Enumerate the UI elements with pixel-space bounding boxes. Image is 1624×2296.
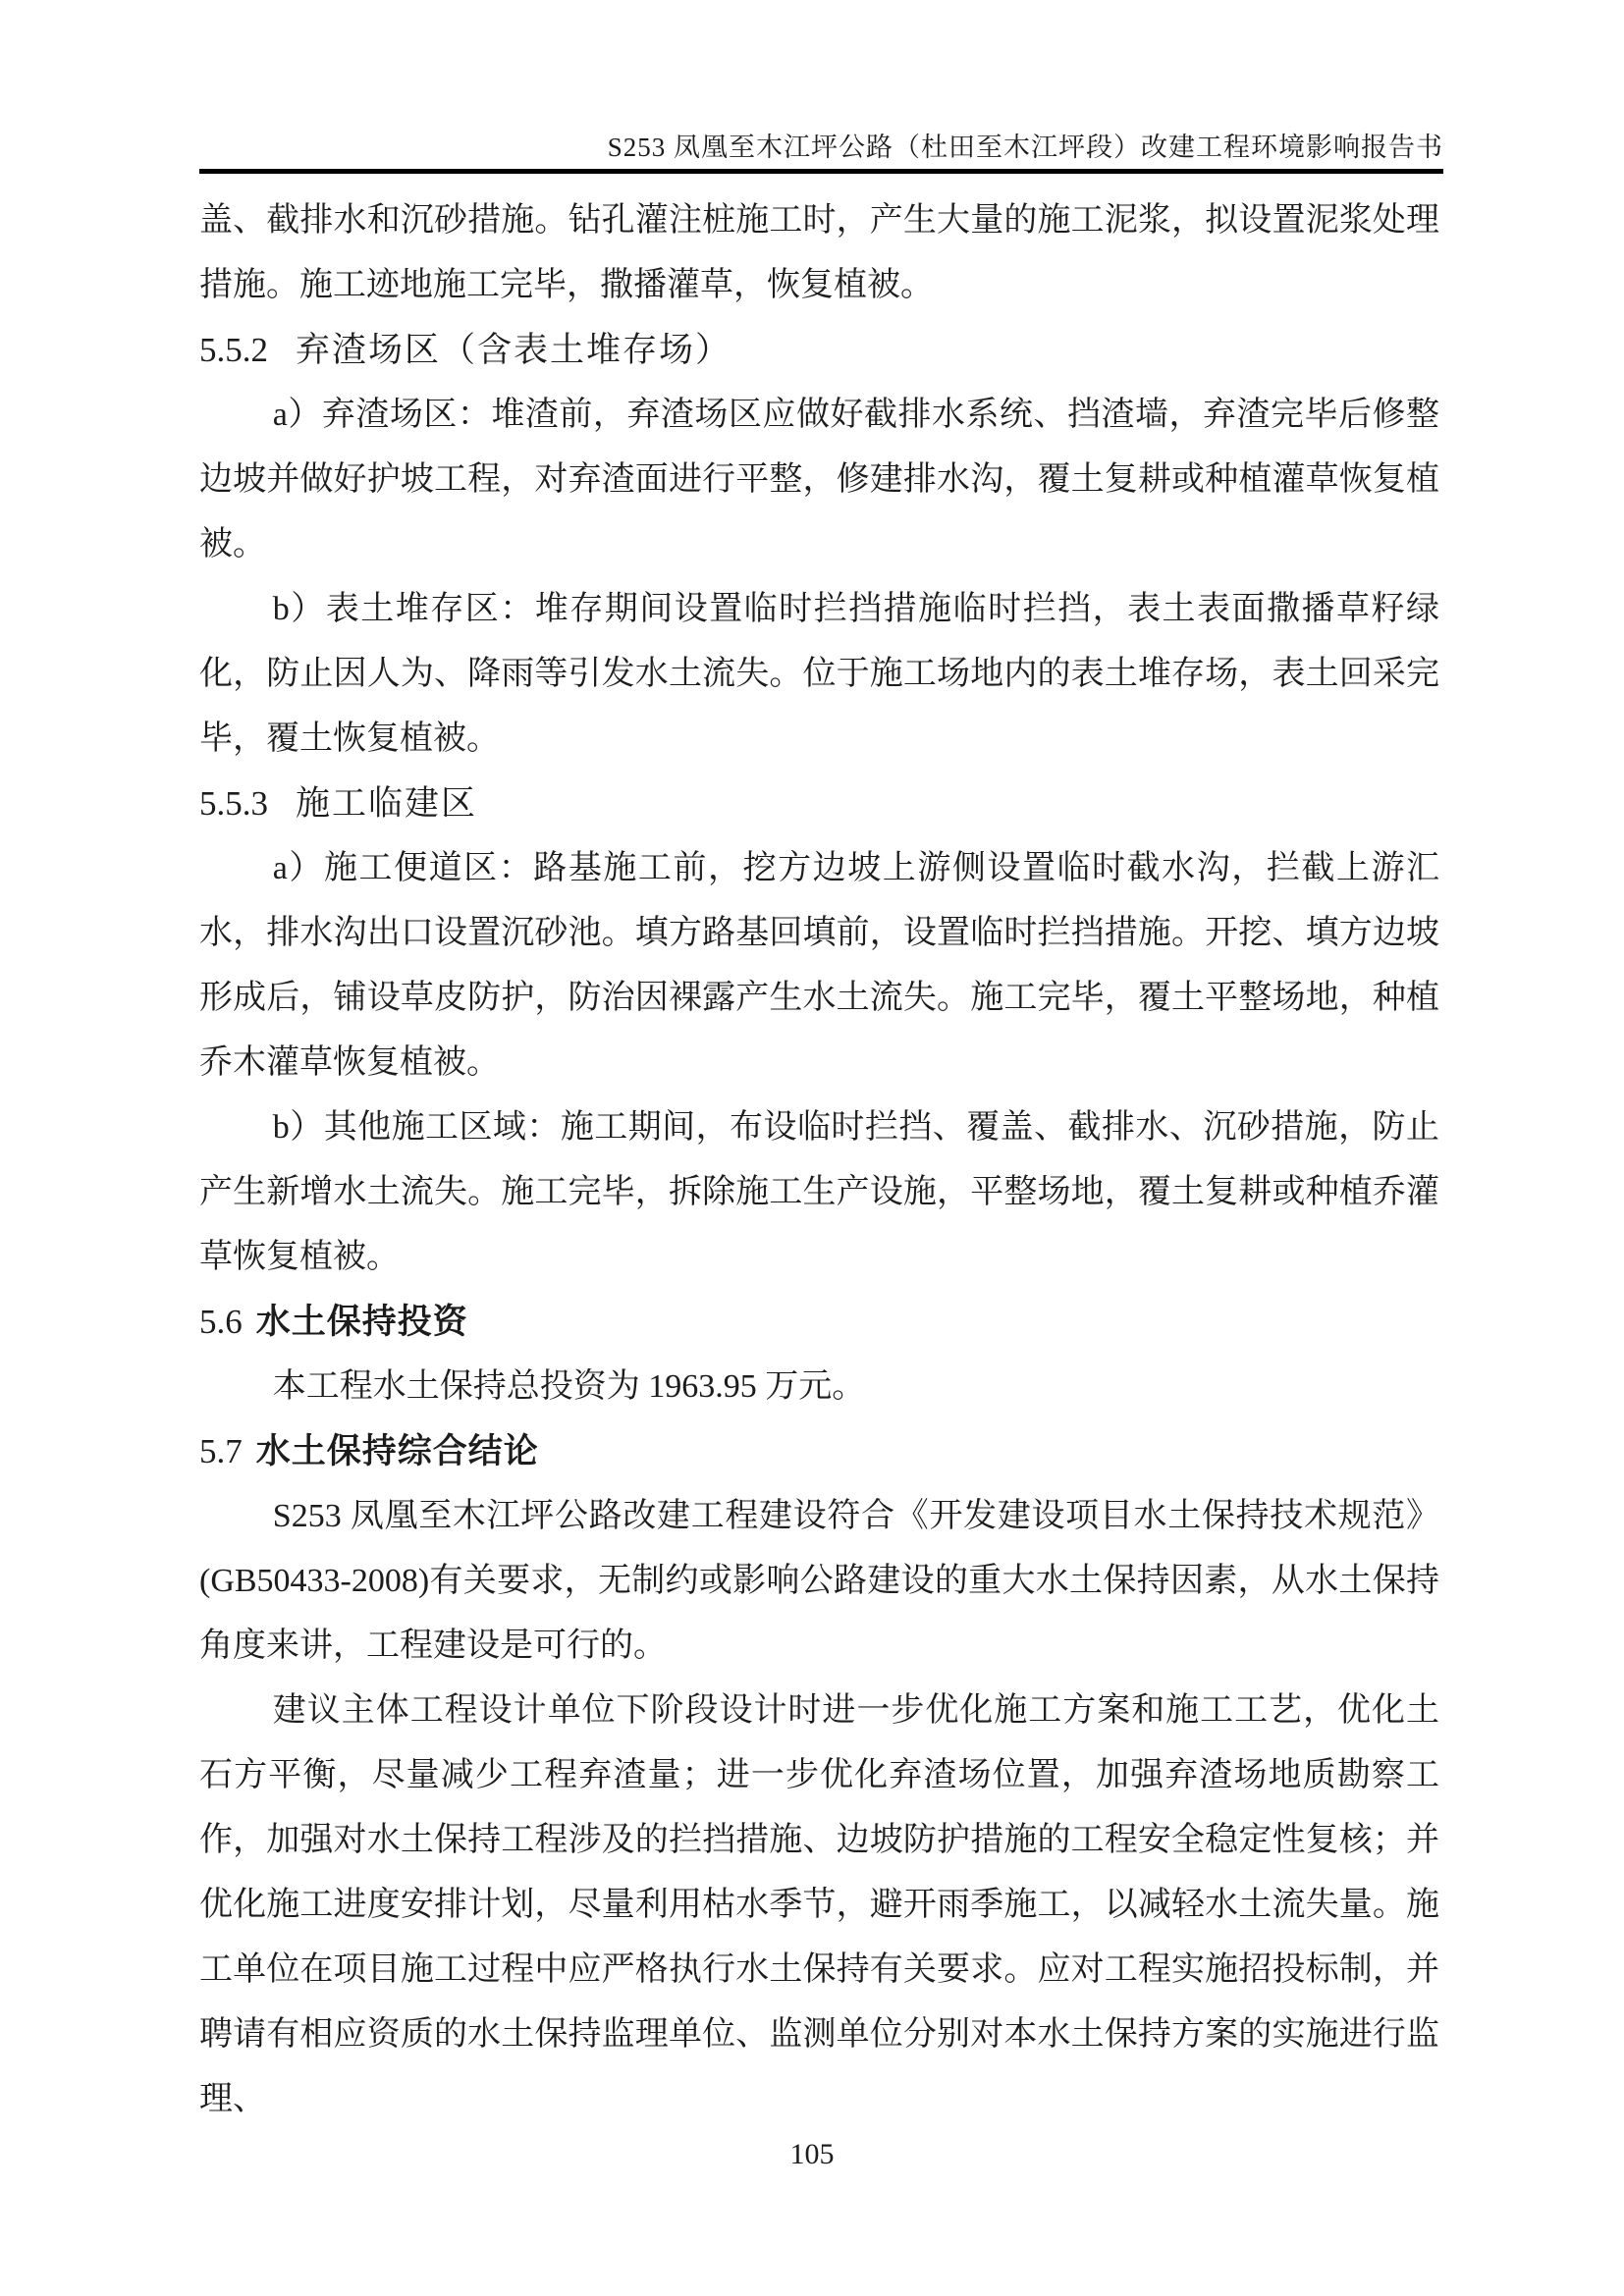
section-title: 施工临建区	[296, 784, 478, 823]
paragraph: 盖、截排水和沉砂措施。钻孔灌注桩施工时，产生大量的施工泥浆，拟设置泥浆处理措施。施工迹地施工完毕，撒播灌草，恢复植被。	[199, 202, 1439, 303]
section-number: 5.5.3	[199, 784, 268, 823]
section-heading	[199, 1290, 1439, 1355]
paragraph: a）弃渣场区：堆渣前，弃渣场区应做好截排水系统、挡渣墙，弃渣完毕后修整边坡并做好护坡工程，对弃渣面进行平整，修建排水沟，覆土复耕或种植灌草恢复植被。	[199, 397, 1439, 562]
paragraph: 本工程水土保持总投资为 1963.95 万元。	[272, 1368, 866, 1405]
page-number: 105	[789, 2138, 835, 2170]
paragraph: a）施工便道区：路基施工前，挖方边坡上游侧设置临时截水沟，拦截上游汇水，排水沟出口设置沉砂池。填方路基回填前，设置临时拦挡措施。开挖、填方边坡形成后，铺设草皮防护，防治因裸露产生水土流失。施工完毕，覆土平整场地，种植乔木灌草恢复植被。	[199, 850, 1439, 1081]
paragraph: S253 凤凰至木江坪公路改建工程建设符合《开发建设项目水土保持技术规范》(GB50433-2008)有关要求，无制约或影响公路建设的重大水土保持因素，从水土保持角度来讲，工程建设是可行的。	[199, 1498, 1439, 1664]
section-heading	[199, 772, 1439, 836]
section-title: 水土保持综合结论	[255, 1432, 539, 1470]
paragraph: 建议主体工程设计单位下阶段设计时进一步优化施工方案和施工工艺，优化土石方平衡，尽量减少工程弃渣量；进一步优化弃渣场位置，加强弃渣场地质勘察工作，加强对水土保持工程涉及的拦挡措施、边坡防护措施的工程安全稳定性复核；并优化施工进度安排计划，尽量利用枯水季节，避开雨季施工，以减轻水土流失量。施工单位在项目施工过程中应严格执行水土保持有关要求。应对工程实施招投标制，并聘请有相应资质的水土保持监理单位、监测单位分别对本水土保持方案的实施进行监理、	[199, 1692, 1439, 2117]
running-header: S253 凤凰至木江坪公路（杜田至木江坪段）改建工程环境影响报告书	[607, 133, 1443, 162]
section-heading	[199, 1419, 1439, 1484]
document-body	[199, 188, 1439, 2132]
section-title: 水土保持投资	[255, 1303, 468, 1341]
section-number: 5.5.2	[199, 331, 268, 369]
section-number: 5.7	[199, 1432, 243, 1470]
section-heading	[199, 318, 1439, 383]
paragraph: b）表土堆存区：堆存期间设置临时拦挡措施临时拦挡，表土表面撒播草籽绿化，防止因人为、降雨等引发水土流失。位于施工场地内的表土堆存场，表土回采完毕，覆土恢复植被。	[199, 591, 1439, 757]
section-title: 弃渣场区（含表土堆存场）	[296, 331, 732, 369]
header-rule	[199, 169, 1443, 174]
section-number: 5.6	[199, 1303, 243, 1341]
paragraph: b）其他施工区域：施工期间，布设临时拦挡、覆盖、截排水、沉砂措施，防止产生新增水土流失。施工完毕，拆除施工生产设施，平整场地，覆土复耕或种植乔灌草恢复植被。	[199, 1109, 1439, 1275]
